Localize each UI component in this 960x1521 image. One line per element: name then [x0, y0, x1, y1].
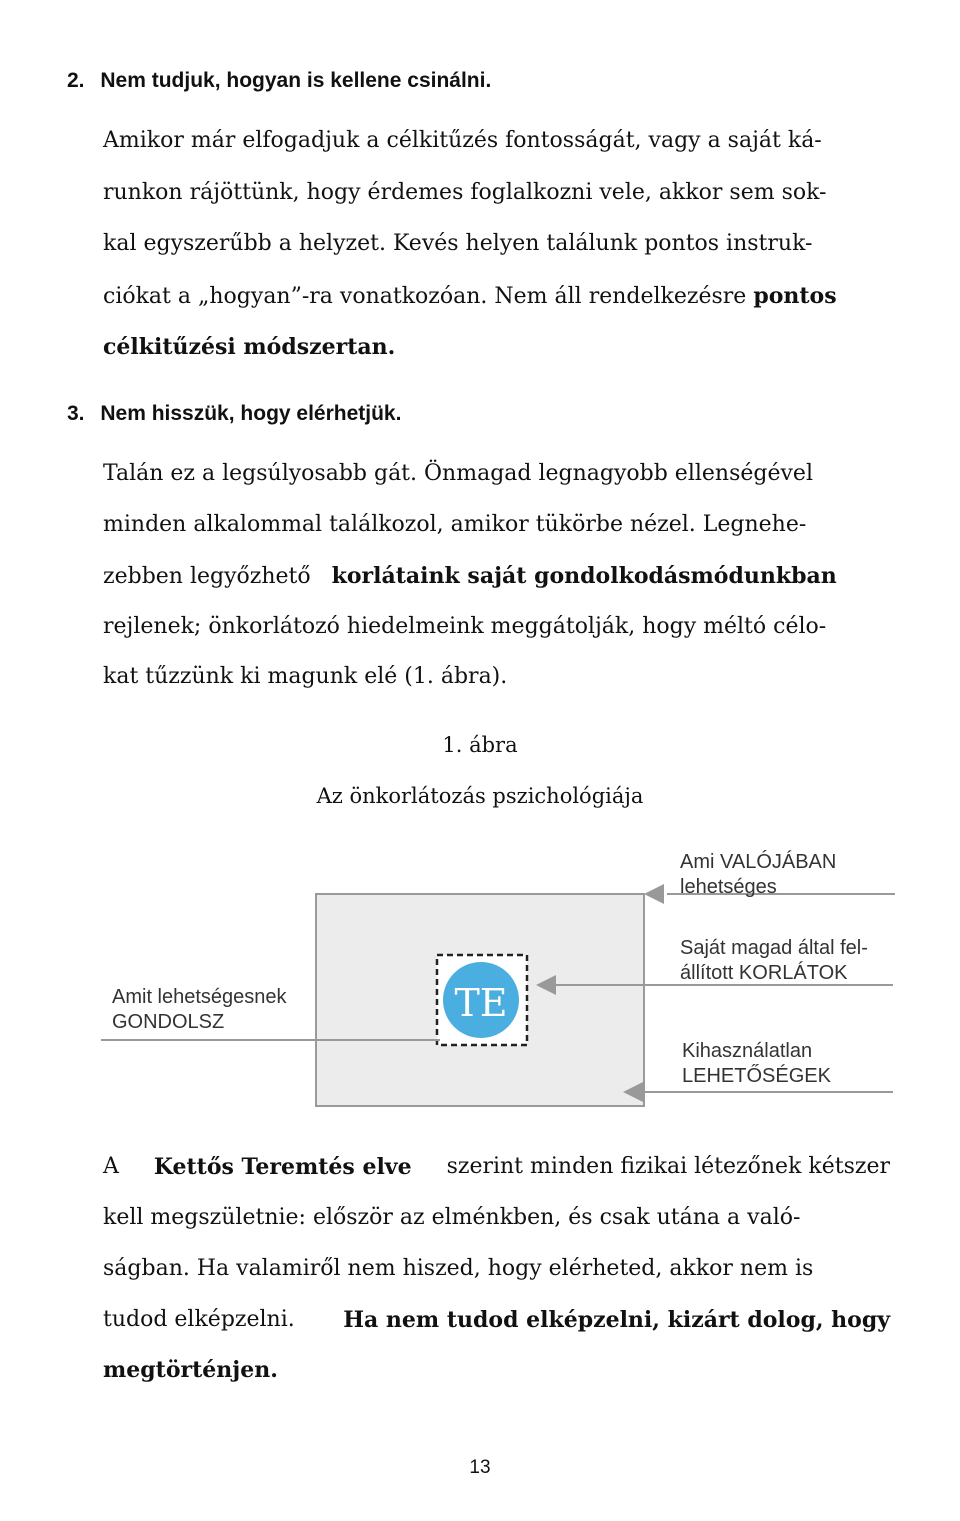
list-number: 3. — [67, 402, 85, 425]
list-title: Nem tudjuk, hogyan is kellene csinálni. — [100, 69, 492, 92]
text-run: szerint minden fizikai létezőnek kétszer — [446, 1154, 890, 1179]
label-unused-possibilities — [682, 1039, 831, 1089]
list-heading-2 — [67, 69, 491, 93]
bold-text: megtörténjen. — [103, 1357, 278, 1383]
list-heading-3 — [67, 402, 401, 426]
text-run: ciókat a „hogyan”-ra vonatkozóan. Nem áll rendelkezésre — [103, 284, 747, 309]
label-line: LEHETŐSÉGEK — [682, 1065, 831, 1087]
bold-text: Kettős Teremtés elve — [153, 1154, 412, 1180]
bold-text: korlátaink saját gondolkodásmódunkban — [331, 563, 837, 589]
figure-caption: Az önkorlátozás pszichológiája — [316, 784, 644, 808]
paragraph-line — [103, 1154, 890, 1180]
text-run: A — [103, 1154, 119, 1179]
bold-text: Ha nem tudod elképzelni, kizárt dolog, hogy — [343, 1307, 890, 1333]
label-line: GONDOLSZ — [112, 1011, 225, 1033]
label-think-possible — [112, 985, 287, 1035]
bold-text: pontos — [753, 283, 837, 309]
paragraph-line: Talán ez a legsúlyosabb gát. Önmagad legnagyobb ellenségével — [103, 461, 813, 486]
label-line: Saját magad által fel- — [680, 937, 868, 959]
paragraph-line — [103, 563, 837, 589]
bold-text: célkitűzési módszertan. — [103, 334, 396, 360]
paragraph-line — [103, 334, 395, 360]
label-line: Ami VALÓJÁBAN — [680, 851, 837, 873]
paragraph-line: rejlenek; önkorlátozó hiedelmeink meggátolják, hogy méltó célo- — [103, 614, 827, 639]
label-line: állított KORLÁTOK — [680, 962, 848, 984]
list-number: 2. — [67, 69, 85, 92]
paragraph-line: kat tűzzünk ki magunk elé (1. ábra). — [103, 664, 508, 689]
paragraph-line: kal egyszerűbb a helyzet. Kevés helyen találunk pontos instruk- — [103, 231, 813, 256]
label-really-possible — [680, 850, 836, 900]
figure-number: 1. ábra — [442, 733, 518, 757]
paragraph-line: minden alkalommal találkozol, amikor tükörbe nézel. Legnehe- — [103, 512, 807, 537]
label-self-limits — [680, 936, 868, 986]
text-run: zebben legyőzhető — [103, 564, 311, 589]
paragraph-line — [103, 283, 837, 309]
label-line: Kihasználatlan — [682, 1040, 813, 1062]
paragraph-line — [103, 1357, 278, 1383]
circle-label: TE — [454, 981, 508, 1025]
paragraph-line: ságban. Ha valamiről nem hiszed, hogy elérheted, akkor nem is — [103, 1256, 814, 1281]
text-run: tudod elképzelni. — [103, 1307, 295, 1332]
list-title: Nem hisszük, hogy elérhetjük. — [100, 402, 402, 425]
paragraph-line: Amikor már elfogadjuk a célkitűzés fontosságát, vagy a saját ká- — [103, 128, 822, 153]
page-number: 13 — [469, 1457, 491, 1478]
label-line: lehetséges — [680, 876, 777, 898]
figure-diagram — [0, 840, 960, 1120]
paragraph-line: kell megszületnie: először az elménkben, és csak utána a való- — [103, 1205, 801, 1230]
label-line: Amit lehetségesnek — [112, 986, 287, 1008]
paragraph-line — [103, 1307, 890, 1333]
paragraph-line: runkon rájöttünk, hogy érdemes foglalkozni vele, akkor sem sok- — [103, 180, 827, 205]
